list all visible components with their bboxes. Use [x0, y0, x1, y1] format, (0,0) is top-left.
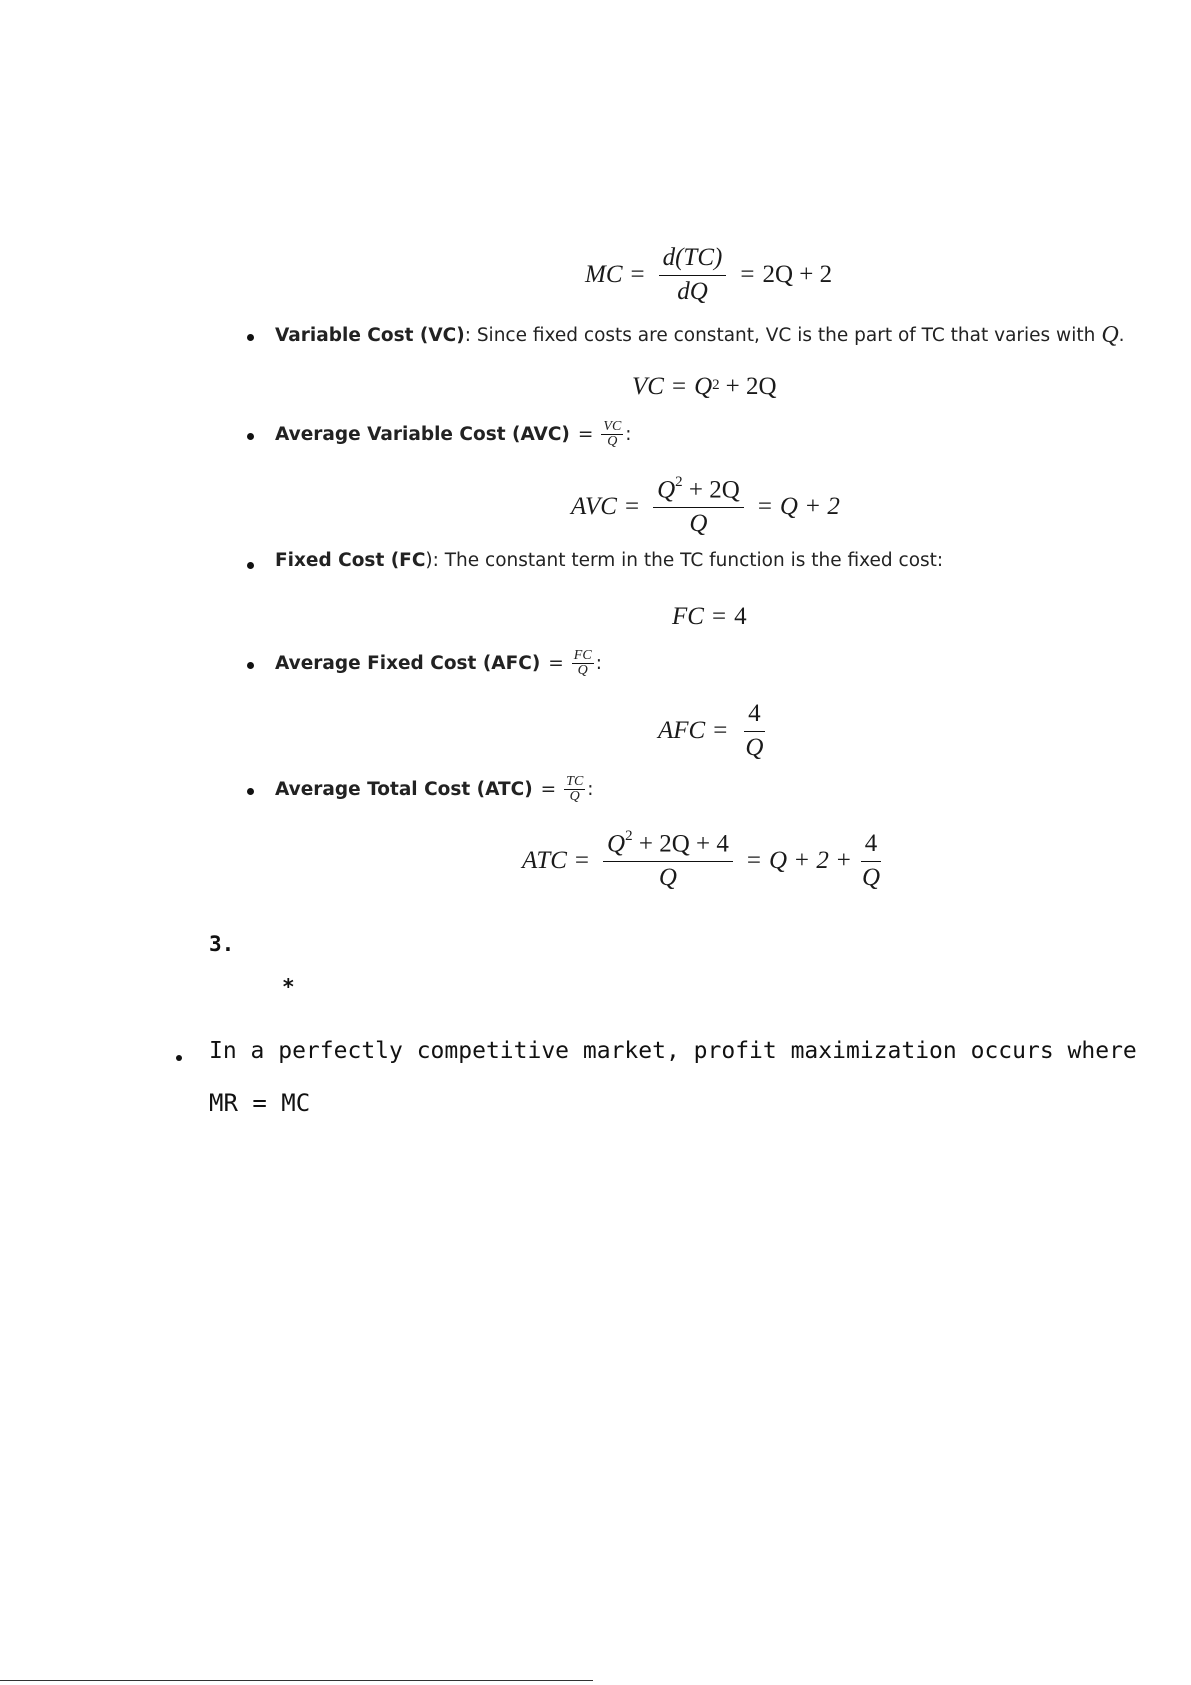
atc-label: Average Total Cost (ATC)	[275, 779, 533, 800]
avc-equation: AVC = $\frac{Q^2 + 2Q}{Q}$ = Q + 2	[571, 474, 840, 538]
handwritten-line-1: In a perfectly competitive market, profit maximization occurs where	[209, 1038, 1137, 1064]
atc-small-num: TC	[566, 774, 584, 789]
section-number: 3.	[209, 932, 235, 956]
atc-equation: ATC = $\frac{Q^2 + 2Q + 4}{Q}$ = Q + 2 + $\frac{4}{Q}$	[522, 830, 890, 893]
bullet-dot-afc	[247, 662, 254, 669]
avc-eq-lhs: AVC	[571, 493, 617, 521]
vc-text: : Since fixed costs are constant, VC is the part of TC that varies with	[464, 325, 1096, 346]
vc-var: Q	[1101, 322, 1119, 348]
asterisk-mark: *	[282, 975, 295, 999]
afc-small-den: Q	[577, 663, 588, 678]
avc-num-exp: 2	[675, 474, 683, 490]
bullet-dot-handwritten	[176, 1055, 182, 1061]
atc-small-den: Q	[569, 789, 580, 804]
bullet-dot-atc	[247, 788, 254, 795]
afc-numerator: 4	[744, 700, 765, 732]
atc-fraction	[603, 830, 733, 893]
afc-equation: AFC = $\frac{4}{Q}$	[658, 700, 773, 763]
mc-equation: MC = $\frac{d(TC)}{dQ}$ = 2Q + 2	[585, 244, 833, 305]
atc-num-b: + 2Q + 4	[638, 830, 729, 858]
fc-eq-rhs: 4	[734, 603, 747, 630]
atc-num-exp: 2	[625, 828, 633, 844]
fc-label: Fixed Cost (FC	[275, 550, 426, 571]
bullet-dot-fc	[247, 562, 254, 569]
afc-label: Average Fixed Cost (AFC)	[275, 653, 541, 674]
vc-eq-rhs-a: Q	[694, 373, 713, 400]
avc-denominator: Q	[689, 510, 708, 538]
avc-small-num: VC	[603, 419, 622, 434]
avc-num-b: + 2Q	[688, 476, 740, 504]
afc-end: :	[595, 653, 602, 674]
atc-rhs-a: Q + 2 +	[768, 847, 853, 875]
avc-rhs: Q + 2	[779, 493, 840, 521]
atc-eq-sign: =	[540, 779, 557, 800]
bullet-dot-vc	[247, 334, 254, 341]
fc-equation: FC = 4	[672, 603, 747, 630]
bullet-afc	[275, 649, 602, 678]
atc-small-fraction	[564, 775, 585, 804]
handwritten-line-2: MR = MC	[209, 1089, 311, 1117]
avc-eq-sign: =	[577, 424, 594, 445]
avc-fraction	[653, 476, 744, 539]
vc-eq-lhs: VC	[632, 373, 664, 400]
atc-eq-lhs: ATC	[522, 847, 567, 875]
afc-small-num: FC	[573, 648, 592, 663]
atc-rhs-num: 4	[861, 830, 882, 862]
avc-num-a: Q	[657, 476, 676, 504]
afc-denominator: Q	[745, 733, 764, 761]
afc-fraction	[741, 700, 767, 763]
atc-rhs-den: Q	[862, 863, 881, 891]
fc-text: ): The constant term in the TC function is the fixed cost:	[425, 550, 944, 571]
vc-eq-rhs-b: + 2Q	[725, 373, 777, 400]
mc-fraction	[659, 244, 727, 307]
avc-label: Average Variable Cost (AVC)	[275, 424, 570, 445]
vc-equation: VC = Q $^2$ + 2Q	[632, 373, 777, 400]
bullet-vc	[275, 322, 1125, 349]
mc-denominator: dQ	[677, 277, 708, 305]
mc-lhs: MC	[585, 261, 623, 289]
avc-small-fraction	[601, 420, 623, 449]
atc-num-a: Q	[607, 830, 626, 858]
footer-divider	[0, 1680, 593, 1681]
mc-rhs: 2Q + 2	[762, 261, 833, 289]
vc-label: Variable Cost (VC)	[275, 325, 465, 346]
vc-end: .	[1118, 325, 1125, 346]
avc-end: :	[625, 424, 632, 445]
avc-small-den: Q	[607, 434, 618, 449]
bullet-fc	[275, 550, 943, 571]
mc-numerator: d(TC)	[659, 244, 727, 276]
bullet-atc	[275, 775, 594, 804]
afc-small-fraction	[572, 649, 594, 678]
fc-eq-lhs: FC	[672, 603, 704, 630]
bullet-avc	[275, 420, 632, 449]
bullet-dot-avc	[247, 433, 254, 440]
vc-eq-exp: 2	[712, 376, 720, 393]
atc-rhs-fraction	[858, 830, 884, 893]
afc-eq-lhs: AFC	[658, 717, 706, 745]
afc-eq-sign: =	[548, 653, 564, 674]
atc-denominator: Q	[658, 864, 677, 892]
atc-end: :	[587, 779, 594, 800]
